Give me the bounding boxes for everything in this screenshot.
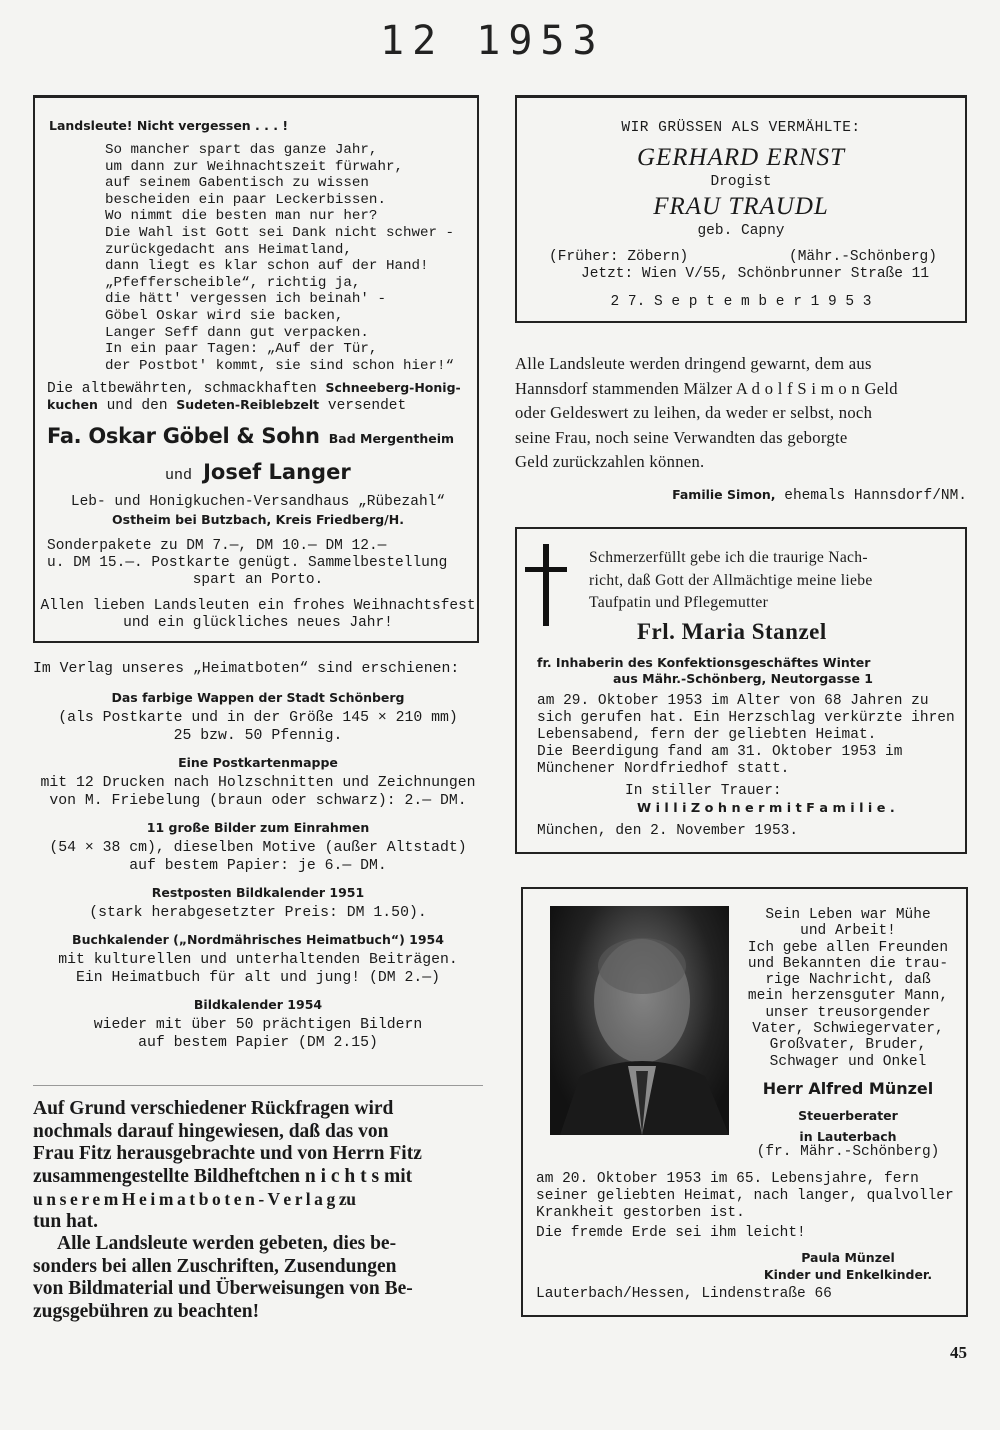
notice-line: Alle Landsleute werden gebeten, dies be- bbox=[57, 1233, 397, 1254]
greeting-line: Allen lieben Landsleuten ein frohes Weihnachtsfest bbox=[40, 598, 476, 614]
obituary-text bbox=[537, 693, 955, 778]
greeting-line: und ein glückliches neues Jahr! bbox=[123, 615, 393, 631]
verse-line: Sein Leben war Mühe bbox=[765, 907, 931, 923]
poem-line: um dann zur Weihnachtszeit fürwahr, bbox=[105, 158, 403, 175]
warning-notice bbox=[515, 352, 967, 475]
poem-line: dann liegt es klar schon auf der Hand! bbox=[105, 258, 429, 275]
obituary-text-line: sich gerufen hat. Ein Herzschlag verkürzte ihren bbox=[537, 710, 955, 726]
company2-name: Josef Langer bbox=[203, 460, 351, 484]
former-address: (Früher: Zöbern) bbox=[549, 249, 689, 265]
verse-line: Ich gebe allen Freunden bbox=[747, 939, 949, 956]
publication-line: wieder mit über 50 prächtigen Bildern bbox=[93, 1017, 423, 1033]
offer-line: Sonderpakete zu DM 7.—, DM 10.— DM 12.— bbox=[47, 538, 387, 554]
cross-icon bbox=[543, 544, 549, 626]
poem-line: Wo nimmt die besten man nur her? bbox=[105, 208, 378, 225]
advert-intro-2: kuchen und den Sudeten-Reiblebzelt versendet bbox=[47, 397, 407, 414]
offer-line: u. DM 15.—. Postkarte genügt. Sammelbestellung bbox=[47, 555, 448, 571]
notice-line: u n s e r e m H e i m a t b o t e n - V e r l a g zu bbox=[33, 1189, 356, 1209]
notice-line: zugsgebühren zu beachten! bbox=[33, 1300, 260, 1322]
obituary-text-line: am 20. Oktober 1953 im 65. Lebensjahre, fern bbox=[536, 1171, 919, 1187]
publication-line: Ein Heimatbuch für alt und jung! (DM 2.—) bbox=[75, 970, 441, 986]
publication-title: Eine Postkartenmappe bbox=[178, 755, 338, 770]
publication-line: mit kulturellen und unterhaltenden Beiträgen. bbox=[58, 952, 458, 968]
obituary-intro-line: richt, daß Gott der Allmächtige meine liebe bbox=[589, 571, 873, 589]
warning-line: Alle Landsleute werden dringend gewarnt, dem aus bbox=[515, 354, 872, 373]
verse-line: Großvater, Bruder, bbox=[769, 1037, 927, 1054]
obituary-text-line: am 29. Oktober 1953 im Alter von 68 Jahren zu bbox=[537, 693, 929, 709]
deceased-role: fr. Inhaberin des Konfektionsgeschäftes Winter bbox=[537, 655, 871, 670]
obituary-address: Lauterbach/Hessen, Lindenstraße 66 bbox=[536, 1286, 832, 1302]
obituary-place-date: München, den 2. November 1953. bbox=[537, 823, 799, 839]
publication-title: Das farbige Wappen der Stadt Schönberg bbox=[111, 690, 405, 705]
notice-line: von Bildmaterial und Überweisungen von Be- bbox=[33, 1278, 413, 1299]
warning-line: seine Frau, noch seine Verwandten das geborgte bbox=[515, 427, 848, 447]
publication-line: auf bestem Papier: je 6.— DM. bbox=[129, 858, 387, 874]
advert-intro: Die altbewährten, schmackhaften Schneeberg-Honig- bbox=[47, 380, 461, 397]
wedding-announcement bbox=[515, 95, 967, 323]
notice-line: Auf Grund verschiedener Rückfragen wird bbox=[33, 1098, 394, 1119]
company2-line: und Josef Langer bbox=[165, 460, 351, 484]
publication-line: 25 bzw. 50 Pfennig. bbox=[173, 728, 343, 744]
verse-line: mein herzensguter Mann, bbox=[747, 988, 949, 1005]
divider bbox=[33, 1085, 483, 1086]
publication-line: auf bestem Papier (DM 2.15) bbox=[138, 1035, 378, 1051]
obituary-intro-line: Schmerzerfüllt gebe ich die traurige Nach- bbox=[589, 549, 868, 566]
obituary-stanzel bbox=[515, 527, 967, 854]
obituary-text-line: seiner geliebten Heimat, nach langer, qualvoller bbox=[536, 1188, 954, 1204]
bride-name: FRAU TRAUDL bbox=[653, 193, 829, 220]
verse-line: Schwager und Onkel bbox=[769, 1053, 927, 1070]
shop-address: Ostheim bei Butzbach, Kreis Friedberg/H. bbox=[112, 512, 404, 527]
poem-line: auf seinem Gabentisch zu wissen bbox=[105, 175, 369, 192]
publication-line: (54 × 38 cm), dieselben Motive (außer Altstadt) bbox=[49, 840, 467, 856]
poem-line: der Postbot' kommt, sie sind schon hier!“ bbox=[105, 357, 455, 374]
portrait-photo bbox=[550, 906, 729, 1135]
publication-line: (als Postkarte und in der Größe 145 × 210 mm) bbox=[58, 710, 458, 726]
company-line bbox=[47, 424, 454, 448]
verse-line: und Arbeit! bbox=[800, 923, 896, 940]
notice-line: tun hat. bbox=[33, 1210, 99, 1232]
notice bbox=[33, 1098, 485, 1323]
poem-line: zurückgedacht ans Heimatland, bbox=[105, 241, 352, 258]
signed-by: Kinder und Enkelkinder. bbox=[763, 1267, 933, 1282]
publication-line: von M. Friebelung (braun oder schwarz): 2.— DM. bbox=[49, 793, 467, 809]
advert-title: Landsleute! Nicht vergessen . . . ! bbox=[49, 118, 289, 133]
verse-line: und Bekannten die trau- bbox=[747, 955, 949, 972]
poem-line: die hätt' vergessen ich beinah' - bbox=[105, 291, 386, 308]
deceased-name: Herr Alfred Münzel bbox=[762, 1079, 934, 1098]
publication-title: Restposten Bildkalender 1951 bbox=[151, 885, 365, 900]
poem bbox=[105, 142, 454, 374]
poem-line: „Pfefferscheible“, richtig ja, bbox=[105, 274, 361, 291]
obituary-intro-line: Taufpatin und Pflegemutter bbox=[589, 594, 769, 611]
offer-line: spart an Porto. bbox=[192, 572, 324, 588]
current-address: Jetzt: Wien V/55, Schönbrunner Straße 11 bbox=[581, 266, 930, 282]
obituary-text-line: Münchener Nordfriedhof statt. bbox=[537, 761, 790, 777]
warning-line: Hannsdorf stammenden Mälzer A d o l f S i m o n Geld bbox=[515, 378, 898, 398]
wedding-heading: WIR GRÜSSEN ALS VERMÄHLTE: bbox=[621, 120, 861, 136]
deceased-title: Steuerberater bbox=[798, 1108, 898, 1123]
notice-line: sonders bei allen Zuschriften, Zusendungen bbox=[33, 1255, 397, 1277]
wedding-date: 2 7. S e p t e m b e r 1 9 5 3 bbox=[610, 294, 872, 310]
verse-line: Vater, Schwiegervater, bbox=[752, 1021, 944, 1038]
verse-line: rige Nachricht, daß bbox=[765, 972, 931, 989]
deceased-former: (fr. Mähr.-Schönberg) bbox=[756, 1144, 940, 1160]
former-region: (Mähr.-Schönberg) bbox=[789, 249, 937, 265]
obituary-muenzel bbox=[521, 887, 968, 1317]
company-place: Bad Mergentheim bbox=[328, 431, 455, 446]
verse-line: unser treusorgender bbox=[765, 1004, 931, 1021]
groom-title: Drogist bbox=[710, 174, 772, 190]
mourning-label: In stiller Trauer: bbox=[625, 783, 782, 799]
poem-line: In ein paar Tagen: „Auf der Tür, bbox=[105, 341, 378, 358]
notice-line: nochmals darauf hingewiesen, daß das von bbox=[33, 1120, 389, 1142]
publications-list bbox=[33, 690, 483, 1052]
shop-name: Leb- und Honigkuchen-Versandhaus „Rübezahl“ bbox=[70, 494, 446, 510]
obituary-text bbox=[536, 1171, 954, 1222]
obituary-blessing: Die fremde Erde sei ihm leicht! bbox=[536, 1225, 806, 1241]
advert-box bbox=[33, 95, 479, 643]
page-number: 45 bbox=[950, 1343, 967, 1362]
obituary-text-line: Die Beerdigung fand am 31. Oktober 1953 im bbox=[537, 744, 903, 760]
groom-name: GERHARD ERNST bbox=[636, 144, 846, 171]
company-name: Fa. Oskar Göbel & Sohn bbox=[47, 424, 320, 448]
signed-by: Paula Münzel bbox=[801, 1250, 895, 1265]
obituary-intro bbox=[589, 547, 873, 615]
cross-bar bbox=[525, 567, 567, 572]
notice-line: zusammengestellte Bildheftchen n i c h t s mit bbox=[33, 1165, 413, 1187]
publication-line: mit 12 Drucken nach Holzschnitten und Zeichnungen bbox=[40, 775, 476, 791]
bride-born: geb. Capny bbox=[697, 223, 785, 239]
publication-title: 11 große Bilder zum Einrahmen bbox=[146, 820, 370, 835]
poem-line: bescheiden ein paar Leckerbissen. bbox=[105, 191, 386, 208]
obituary-text-line: Lebensabend, fern der geliebten Heimat. bbox=[537, 727, 877, 743]
poem-line: Langer Seff dann gut verpacken. bbox=[105, 324, 369, 341]
publication-title: Buchkalender („Nordmährisches Heimatbuch“) 1954 bbox=[72, 932, 444, 947]
obituary-text-line: Krankheit gestorben ist. bbox=[536, 1205, 745, 1221]
warning-signature: Familie Simon, ehemals Hannsdorf/NM. bbox=[672, 487, 967, 504]
obituary-verse bbox=[733, 907, 963, 1070]
mourner-name: W i l l i Z o h n e r m i t F a m i l i e . bbox=[637, 801, 895, 816]
warning-line: Geld zurückzahlen können. bbox=[515, 452, 705, 471]
notice-line: Frau Fitz herausgebrachte und von Herrn Fitz bbox=[33, 1143, 422, 1164]
poem-line: So mancher spart das ganze Jahr, bbox=[105, 142, 378, 158]
issue-mark: 12 1953 bbox=[380, 18, 605, 64]
portrait-silhouette-icon bbox=[550, 906, 729, 1135]
warning-line: oder Geldeswert zu leihen, da weder er selbst, noch bbox=[515, 403, 873, 422]
poem-line: Göbel Oskar wird sie backen, bbox=[105, 307, 344, 324]
publication-title: Bildkalender 1954 bbox=[193, 997, 323, 1012]
deceased-role: aus Mähr.-Schönberg, Neutorgasse 1 bbox=[613, 671, 874, 686]
publication-line: (stark herabgesetzter Preis: DM 1.50). bbox=[89, 905, 427, 921]
publications-intro: Im Verlag unseres „Heimatboten“ sind erschienen: bbox=[33, 661, 460, 677]
deceased-place: in Lauterbach bbox=[799, 1129, 897, 1144]
deceased-name: Frl. Maria Stanzel bbox=[637, 619, 827, 644]
poem-line: Die Wahl ist Gott sei Dank nicht schwer - bbox=[105, 224, 455, 241]
